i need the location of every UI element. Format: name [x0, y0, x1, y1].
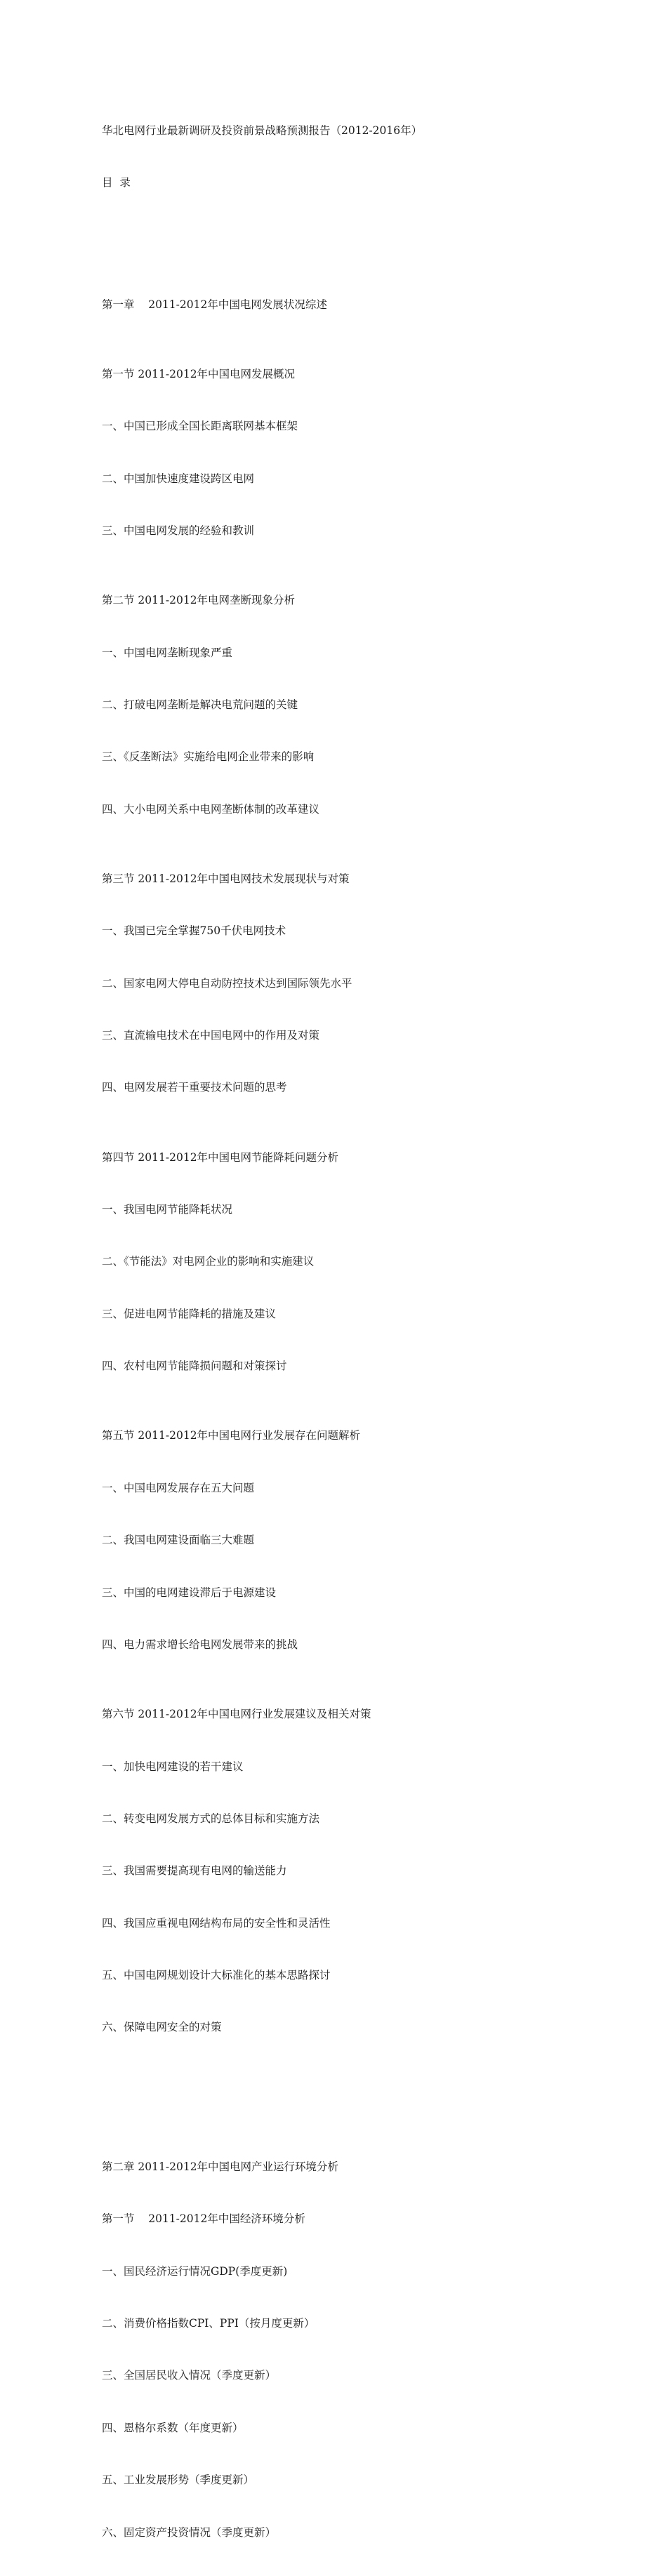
toc-item: 二、打破电网垄断是解决电荒问题的关键 [102, 698, 298, 711]
toc-item: 四、电网发展若干重要技术问题的思考 [102, 1081, 287, 1094]
toc-item: 一、加快电网建设的若干建议 [102, 1760, 244, 1773]
toc-item: 一、我国电网节能降耗状况 [102, 1203, 233, 1216]
section-heading: 第一节 2011-2012年中国经济环境分析 [102, 2212, 305, 2226]
toc-item: 三、直流输电技术在中国电网中的作用及对策 [102, 1029, 320, 1042]
toc-item: 四、恩格尔系数（年度更新） [102, 2421, 244, 2434]
section-heading: 第六节 2011-2012年中国电网行业发展建议及相关对策 [102, 1708, 371, 1721]
toc-item: 二、消费价格指数CPI、PPI（按月度更新） [102, 2317, 315, 2330]
toc-item: 五、中国电网规划设计大标准化的基本思路探讨 [102, 1969, 331, 1982]
toc-item: 三、我国需要提高现有电网的输送能力 [102, 1864, 287, 1878]
toc-item: 二、国家电网大停电自动防控技术达到国际领先水平 [102, 976, 352, 990]
toc-item: 四、农村电网节能降损问题和对策探讨 [102, 1360, 287, 1373]
toc-item: 六、保障电网安全的对策 [102, 2021, 222, 2034]
toc-item: 五、工业发展形势（季度更新） [102, 2474, 255, 2487]
section-heading: 第五节 2011-2012年中国电网行业发展存在问题解析 [102, 1429, 361, 1442]
toc-item: 一、中国已形成全国长距离联网基本框架 [102, 420, 298, 433]
chapter-heading: 第一章 2011-2012年中国电网发展状况综述 [102, 298, 327, 311]
toc-item: 三、中国的电网建设滞后于电源建设 [102, 1586, 277, 1599]
blank-line [102, 226, 635, 244]
toc-item: 二、中国加快速度建设跨区电网 [102, 472, 255, 485]
toc-item: 二、转变电网发展方式的总体目标和实施方法 [102, 1812, 320, 1825]
section-heading: 第三节 2011-2012年中国电网技术发展现状与对策 [102, 872, 350, 885]
toc-item: 三、中国电网发展的经验和教训 [102, 524, 255, 537]
section-heading: 第二节 2011-2012年电网垄断现象分析 [102, 594, 296, 607]
toc-item: 四、大小电网关系中电网垄断体制的改革建议 [102, 802, 320, 816]
toc-heading: 目 录 [102, 175, 131, 189]
toc-item: 一、我国已完全掌握750千伏电网技术 [102, 924, 286, 938]
toc-item: 二、我国电网建设面临三大难题 [102, 1534, 255, 1547]
toc-item: 六、固定资产投资情况（季度更新） [102, 2525, 277, 2539]
document-body [102, 87, 635, 2576]
toc-item: 三、全国居民收入情况（季度更新） [102, 2369, 277, 2382]
toc-item: 四、我国应重视电网结构布局的安全性和灵活性 [102, 1916, 331, 1930]
toc-item: 一、中国电网垄断现象严重 [102, 646, 233, 659]
report-title: 华北电网行业最新调研及投资前景战略预测报告（2012-2016年） [102, 124, 423, 137]
toc-item: 二、《节能法》对电网企业的影响和实施建议 [102, 1255, 315, 1268]
toc-item: 三、《反垄断法》实施给电网企业带来的影响 [102, 750, 315, 764]
toc-item: 四、电力需求增长给电网发展带来的挑战 [102, 1638, 298, 1651]
chapter-heading: 第二章 2011-2012年中国电网产业运行环境分析 [102, 2160, 339, 2173]
section-heading: 第四节 2011-2012年中国电网节能降耗问题分析 [102, 1150, 339, 1164]
blank-line [102, 2089, 635, 2106]
toc-item: 一、中国电网发展存在五大问题 [102, 1481, 255, 1494]
toc-item: 一、国民经济运行情况GDP(季度更新) [102, 2264, 288, 2278]
toc-item: 三、促进电网节能降耗的措施及建议 [102, 1307, 277, 1320]
section-heading: 第一节 2011-2012年中国电网发展概况 [102, 367, 296, 380]
